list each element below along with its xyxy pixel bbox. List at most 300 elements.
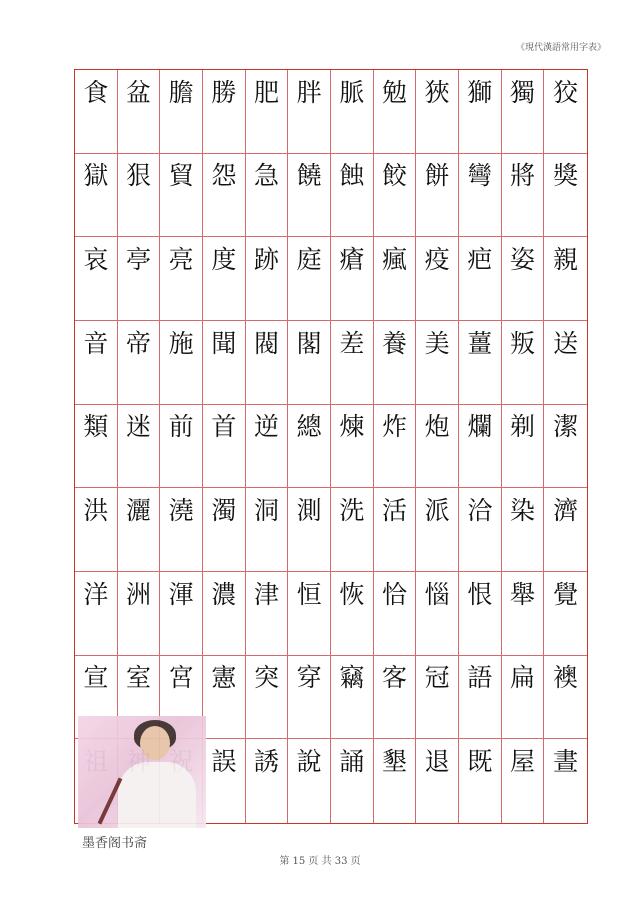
model-character: 炮 [424, 412, 450, 442]
character-cell [118, 237, 161, 321]
character-cell [331, 488, 374, 572]
character-cell [416, 321, 459, 405]
character-cell [544, 488, 587, 572]
character-cell [75, 488, 118, 572]
practice-box [374, 781, 416, 823]
practice-box [246, 697, 288, 738]
model-character: 急 [253, 161, 279, 191]
model-character: 灑 [125, 495, 151, 525]
model-character: 染 [509, 495, 535, 525]
model-character: 閣 [296, 328, 322, 358]
practice-box [374, 362, 416, 403]
practice-box [118, 530, 160, 571]
practice-box [416, 697, 458, 738]
practice-box [416, 613, 458, 654]
practice-box [502, 697, 544, 738]
character-cell [416, 154, 459, 238]
model-character: 帝 [125, 328, 151, 358]
character-cell [544, 656, 587, 740]
practice-box [459, 362, 501, 403]
character-cell [331, 237, 374, 321]
practice-box [118, 613, 160, 654]
character-cell [502, 488, 545, 572]
studio-signature: 墨香阁书斋 [82, 836, 148, 851]
character-cell [160, 405, 203, 489]
character-cell [118, 70, 161, 154]
practice-box [459, 446, 501, 487]
practice-box [160, 530, 202, 571]
practice-box [203, 781, 245, 823]
character-cell [75, 572, 118, 656]
model-character: 類 [83, 412, 109, 442]
practice-box [502, 781, 544, 823]
model-character: 亭 [125, 244, 151, 274]
practice-box [203, 530, 245, 571]
practice-box [416, 530, 458, 571]
model-character: 餃 [381, 161, 407, 191]
model-character: 盆 [125, 77, 151, 107]
character-cell [416, 70, 459, 154]
practice-box [288, 111, 330, 152]
character-cell [544, 70, 587, 154]
model-character: 誤 [211, 747, 237, 777]
character-cell [459, 154, 502, 238]
model-character: 將 [509, 161, 535, 191]
practice-box [160, 362, 202, 403]
model-character: 音 [83, 328, 109, 358]
character-cell [246, 405, 289, 489]
model-character: 養 [381, 328, 407, 358]
practice-box [331, 362, 373, 403]
character-cell [288, 321, 331, 405]
practice-box [502, 530, 544, 571]
character-cell [118, 321, 161, 405]
character-cell [502, 405, 545, 489]
model-character: 餅 [424, 161, 450, 191]
model-character: 潔 [553, 412, 579, 442]
character-cell [459, 572, 502, 656]
model-character: 薑 [467, 328, 493, 358]
character-cell [331, 739, 374, 823]
practice-box [331, 446, 373, 487]
model-character: 渾 [168, 579, 194, 609]
practice-box [288, 613, 330, 654]
model-character: 度 [211, 244, 237, 274]
character-cell [502, 739, 545, 823]
model-character: 客 [381, 663, 407, 693]
model-character: 濁 [211, 495, 237, 525]
model-character: 閥 [253, 328, 279, 358]
character-cell [246, 656, 289, 740]
character-cell [459, 656, 502, 740]
character-cell [331, 154, 374, 238]
practice-box [246, 446, 288, 487]
character-cell [203, 488, 246, 572]
model-character: 貿 [168, 161, 194, 191]
character-cell [246, 488, 289, 572]
practice-box [118, 446, 160, 487]
model-character: 膽 [168, 77, 194, 107]
character-cell [502, 237, 545, 321]
model-character: 煉 [339, 412, 365, 442]
practice-box [160, 446, 202, 487]
model-character: 襖 [553, 663, 579, 693]
character-cell [502, 154, 545, 238]
character-cell [203, 572, 246, 656]
model-character: 恰 [381, 579, 407, 609]
character-cell [374, 70, 417, 154]
character-cell [118, 154, 161, 238]
character-cell [459, 739, 502, 823]
model-character: 墾 [381, 747, 407, 777]
character-cell [544, 237, 587, 321]
character-cell [246, 739, 289, 823]
model-character: 狹 [424, 77, 450, 107]
model-character: 活 [381, 495, 407, 525]
model-character: 肥 [253, 77, 279, 107]
model-character: 狠 [125, 161, 151, 191]
practice-box [203, 279, 245, 320]
model-character: 疤 [467, 244, 493, 274]
model-character: 獨 [509, 77, 535, 107]
model-character: 獄 [83, 161, 109, 191]
character-cell [288, 154, 331, 238]
character-cell [416, 405, 459, 489]
practice-box [246, 195, 288, 236]
model-character: 獎 [553, 161, 579, 191]
model-character: 洲 [125, 579, 151, 609]
model-character: 洪 [83, 495, 109, 525]
model-character: 蝕 [339, 161, 365, 191]
model-character: 勝 [211, 77, 237, 107]
practice-box [416, 781, 458, 823]
practice-box [75, 362, 117, 403]
character-cell [502, 572, 545, 656]
model-character: 誦 [339, 747, 365, 777]
practice-box [118, 195, 160, 236]
model-character: 前 [168, 412, 194, 442]
character-cell [160, 237, 203, 321]
model-character: 哀 [83, 244, 109, 274]
practice-box [459, 697, 501, 738]
model-character: 饒 [296, 161, 322, 191]
model-character: 覺 [553, 579, 579, 609]
practice-box [203, 697, 245, 738]
model-character: 怨 [211, 161, 237, 191]
practice-box [544, 279, 587, 320]
practice-box [459, 530, 501, 571]
character-grid [74, 69, 588, 824]
model-character: 親 [553, 244, 579, 274]
character-cell [374, 572, 417, 656]
character-cell [459, 321, 502, 405]
character-cell [288, 656, 331, 740]
character-cell [544, 321, 587, 405]
model-character: 津 [253, 579, 279, 609]
character-cell [374, 656, 417, 740]
practice-box [544, 195, 587, 236]
model-character: 剃 [509, 412, 535, 442]
practice-box [502, 446, 544, 487]
practice-box [544, 362, 587, 403]
practice-box [416, 446, 458, 487]
calligraphy-student-photo [78, 716, 206, 828]
practice-box [288, 781, 330, 823]
model-character: 勉 [381, 77, 407, 107]
practice-box [544, 530, 587, 571]
practice-box [374, 530, 416, 571]
character-cell [246, 321, 289, 405]
photo-face [140, 726, 170, 760]
practice-box [246, 362, 288, 403]
practice-box [288, 530, 330, 571]
character-cell [374, 405, 417, 489]
practice-box [75, 613, 117, 654]
model-character: 宣 [83, 663, 109, 693]
character-cell [331, 656, 374, 740]
practice-box [331, 279, 373, 320]
practice-box [203, 362, 245, 403]
character-cell [203, 154, 246, 238]
character-cell [331, 572, 374, 656]
practice-box [288, 362, 330, 403]
model-character: 獅 [467, 77, 493, 107]
practice-box [118, 279, 160, 320]
practice-box [374, 613, 416, 654]
practice-box [459, 781, 501, 823]
character-cell [203, 70, 246, 154]
character-cell [160, 154, 203, 238]
character-cell [416, 488, 459, 572]
document-header: 《現代漢語常用字表》 [515, 43, 606, 53]
practice-box [288, 195, 330, 236]
practice-box [246, 781, 288, 823]
photo-body [118, 762, 196, 828]
model-character: 瘋 [381, 244, 407, 274]
practice-box [75, 195, 117, 236]
model-character: 退 [424, 747, 450, 777]
model-character: 洗 [339, 495, 365, 525]
character-cell [374, 488, 417, 572]
model-character: 濃 [211, 579, 237, 609]
model-character: 舉 [509, 579, 535, 609]
model-character: 濟 [553, 495, 579, 525]
practice-box [331, 697, 373, 738]
character-cell [459, 70, 502, 154]
character-cell [246, 70, 289, 154]
model-character: 美 [424, 328, 450, 358]
practice-box [288, 446, 330, 487]
practice-box [416, 195, 458, 236]
character-cell [118, 572, 161, 656]
character-cell [118, 488, 161, 572]
character-cell [203, 656, 246, 740]
model-character: 胖 [296, 77, 322, 107]
character-cell [288, 405, 331, 489]
model-character: 竊 [339, 663, 365, 693]
character-cell [246, 154, 289, 238]
model-character: 晝 [553, 747, 579, 777]
character-cell [160, 572, 203, 656]
character-cell [459, 488, 502, 572]
model-character: 狡 [553, 77, 579, 107]
practice-box [160, 279, 202, 320]
practice-box [502, 279, 544, 320]
practice-box [459, 279, 501, 320]
character-cell [203, 405, 246, 489]
practice-box [331, 613, 373, 654]
character-cell [416, 237, 459, 321]
character-cell [416, 739, 459, 823]
model-character: 扁 [509, 663, 535, 693]
character-cell [203, 739, 246, 823]
model-character: 誘 [253, 747, 279, 777]
character-cell [374, 154, 417, 238]
practice-box [246, 111, 288, 152]
practice-box [203, 613, 245, 654]
practice-box [374, 446, 416, 487]
practice-box [75, 530, 117, 571]
character-cell [374, 237, 417, 321]
practice-box [374, 279, 416, 320]
practice-box [544, 111, 587, 152]
model-character: 叛 [509, 328, 535, 358]
model-character: 室 [125, 663, 151, 693]
character-cell [416, 656, 459, 740]
model-character: 冠 [424, 663, 450, 693]
practice-box [502, 613, 544, 654]
character-cell [374, 321, 417, 405]
practice-box [203, 195, 245, 236]
character-cell [160, 321, 203, 405]
practice-box [246, 530, 288, 571]
model-character: 瘡 [339, 244, 365, 274]
practice-box [75, 446, 117, 487]
practice-box [502, 195, 544, 236]
character-cell [544, 739, 587, 823]
model-character: 屋 [509, 747, 535, 777]
model-character: 疫 [424, 244, 450, 274]
character-cell [288, 237, 331, 321]
practice-box [374, 697, 416, 738]
model-character: 突 [253, 663, 279, 693]
practice-box [502, 111, 544, 152]
practice-box [246, 279, 288, 320]
model-character: 憲 [211, 663, 237, 693]
model-character: 食 [83, 77, 109, 107]
model-character: 亮 [168, 244, 194, 274]
character-cell [75, 405, 118, 489]
character-cell [374, 739, 417, 823]
character-cell [544, 405, 587, 489]
character-cell [246, 572, 289, 656]
model-character: 穿 [296, 663, 322, 693]
model-character: 語 [467, 663, 493, 693]
practice-box [374, 195, 416, 236]
character-cell [288, 488, 331, 572]
model-character: 姿 [509, 244, 535, 274]
character-cell [288, 739, 331, 823]
character-cell [331, 405, 374, 489]
model-character: 脈 [339, 77, 365, 107]
model-character: 聞 [211, 328, 237, 358]
character-cell [75, 154, 118, 238]
model-character: 逆 [253, 412, 279, 442]
character-cell [203, 321, 246, 405]
character-cell [75, 70, 118, 154]
character-cell [502, 656, 545, 740]
practice-box [288, 697, 330, 738]
practice-box [331, 111, 373, 152]
practice-box [544, 781, 587, 823]
practice-box [160, 111, 202, 152]
practice-box [459, 195, 501, 236]
model-character: 洞 [253, 495, 279, 525]
model-character: 既 [467, 747, 493, 777]
practice-box [246, 613, 288, 654]
model-character: 測 [296, 495, 322, 525]
model-character: 總 [296, 412, 322, 442]
character-cell [544, 572, 587, 656]
practice-box [75, 111, 117, 152]
model-character: 跡 [253, 244, 279, 274]
practice-box [502, 362, 544, 403]
practice-box [416, 111, 458, 152]
practice-box [416, 362, 458, 403]
model-character: 洋 [83, 579, 109, 609]
model-character: 派 [424, 495, 450, 525]
character-cell [331, 70, 374, 154]
character-cell [459, 405, 502, 489]
practice-box [459, 111, 501, 152]
character-cell [246, 237, 289, 321]
model-character: 宮 [168, 663, 194, 693]
model-character: 差 [339, 328, 365, 358]
character-cell [288, 572, 331, 656]
model-character: 洽 [467, 495, 493, 525]
practice-box [160, 195, 202, 236]
character-cell [75, 321, 118, 405]
model-character: 說 [296, 747, 322, 777]
character-cell [75, 237, 118, 321]
model-character: 彎 [467, 161, 493, 191]
model-character: 澆 [168, 495, 194, 525]
character-cell [160, 70, 203, 154]
practice-box [118, 111, 160, 152]
model-character: 爛 [467, 412, 493, 442]
model-character: 庭 [296, 244, 322, 274]
practice-box [160, 613, 202, 654]
practice-box [118, 362, 160, 403]
practice-box [544, 446, 587, 487]
model-character: 迷 [125, 412, 151, 442]
practice-box [203, 446, 245, 487]
practice-box [544, 697, 587, 738]
practice-box [331, 530, 373, 571]
practice-box [75, 279, 117, 320]
practice-box [459, 613, 501, 654]
model-character: 施 [168, 328, 194, 358]
model-character: 炸 [381, 412, 407, 442]
character-cell [331, 321, 374, 405]
practice-box [203, 111, 245, 152]
character-cell [160, 488, 203, 572]
character-cell [459, 237, 502, 321]
practice-box [288, 279, 330, 320]
character-cell [203, 237, 246, 321]
practice-box [374, 111, 416, 152]
character-cell [502, 70, 545, 154]
